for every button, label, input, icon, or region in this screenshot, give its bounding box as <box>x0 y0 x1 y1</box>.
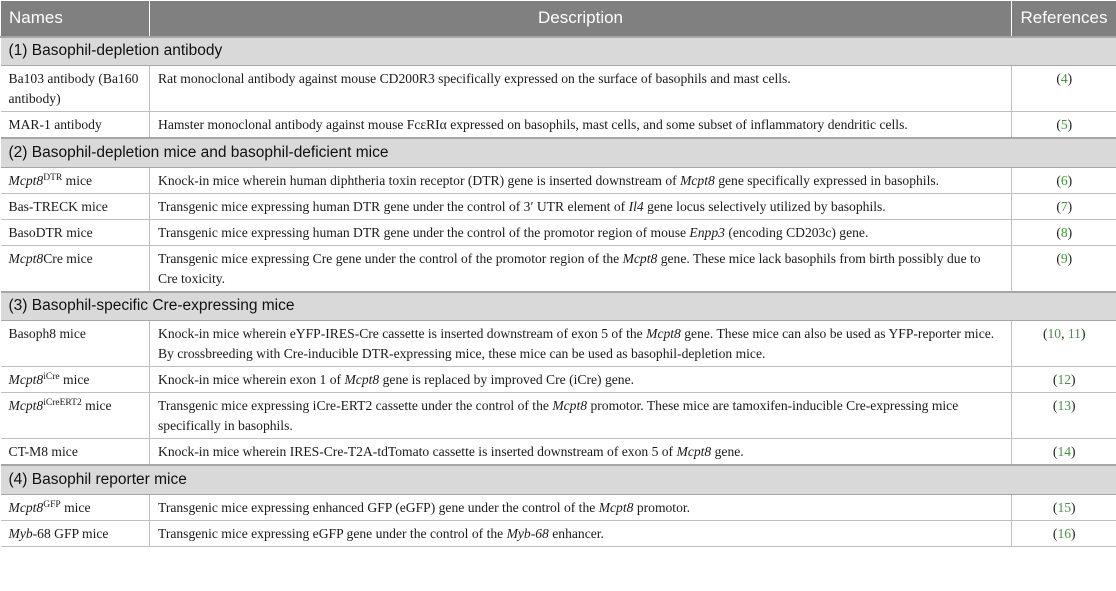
cell-name <box>1 112 150 139</box>
text-run: mice <box>60 499 91 515</box>
superscript: DTR <box>43 172 63 183</box>
text-run: mice <box>62 172 93 188</box>
text-run: CT-M8 mice <box>8 444 78 459</box>
text-run: gene is replaced by improved Cre (iCre) gene. <box>379 372 635 387</box>
italic-gene-name: Mcpt8 <box>8 372 44 387</box>
superscript: GFP <box>43 499 61 510</box>
cell-references: (13) <box>1012 393 1116 439</box>
table-row <box>1 393 1116 439</box>
italic-gene-name: Mcpt8 <box>622 250 658 266</box>
text-run: Transgenic mice expressing eGFP gene under the control of the <box>158 525 507 541</box>
table-header <box>1 1 1116 37</box>
cell-references: (7) <box>1012 193 1116 219</box>
text-run: Transgenic mice expressing Cre gene under the control of the promotor region of the <box>158 250 623 266</box>
table-row <box>1 112 1116 139</box>
table-row <box>1 494 1116 520</box>
text-run: Knock-in mice wherein exon 1 of <box>158 372 345 387</box>
table-row <box>1 193 1116 219</box>
section-title: (1) Basophil-depletion antibody <box>1 37 1116 66</box>
cell-name <box>1 367 150 393</box>
cell-references: (4) <box>1012 66 1116 112</box>
italic-gene-name: Mcpt8 <box>552 398 588 413</box>
italic-gene-name: Myb-68 <box>506 525 549 541</box>
cell-references: (9) <box>1012 245 1116 292</box>
text-run: Knock-in mice wherein IRES-Cre-T2A-tdTomato cassette is inserted downstream of exon 5 of <box>158 444 677 459</box>
reference-link[interactable]: 11 <box>1067 326 1081 341</box>
cell-references: (14) <box>1012 439 1116 466</box>
table-row <box>1 219 1116 245</box>
reference-link[interactable]: 6 <box>1060 172 1068 188</box>
cell-description <box>150 520 1012 546</box>
text-run: Basoph8 mice <box>8 326 86 341</box>
cell-references: (10, 11) <box>1012 321 1116 367</box>
cell-description <box>150 321 1012 367</box>
text-run: gene specifically expressed in basophils. <box>714 172 940 188</box>
superscript: iCre <box>43 372 60 382</box>
cell-description <box>150 245 1012 292</box>
italic-gene-name: Myb <box>8 525 33 541</box>
text-run: Rat monoclonal antibody against mouse CD200R3 specifically expressed on the surface of basophils and mast cells. <box>158 71 791 86</box>
text-run: Transgenic mice expressing iCre-ERT2 cassette under the control of the <box>158 398 553 413</box>
cell-description <box>150 219 1012 245</box>
header-references: References <box>1012 1 1116 37</box>
table-row <box>1 367 1116 393</box>
text-run: mice <box>59 372 90 387</box>
table-row <box>1 439 1116 466</box>
reference-link[interactable]: 13 <box>1057 398 1072 413</box>
cell-name <box>1 520 150 546</box>
text-run: promotor. These mice are tamoxifen-inducible Cre-expressing mice specifically in basophils. <box>158 398 959 433</box>
table-body <box>1 37 1116 547</box>
table-row <box>1 321 1116 367</box>
cell-name <box>1 321 150 367</box>
italic-gene-name: Mcpt8 <box>8 499 44 515</box>
cell-name <box>1 494 150 520</box>
section-title: (2) Basophil-depletion mice and basophil-deficient mice <box>1 138 1116 167</box>
italic-gene-name: Mcpt8 <box>344 372 380 387</box>
text-run: gene. These mice can also be used as YFP-reporter mice. By crossbreeding with Cre-inducible DTR-expressing mice, these mice can be used as basophil-depletion mice. <box>158 326 995 361</box>
italic-gene-name: Mcpt8 <box>676 444 712 459</box>
text-run: mice <box>81 398 112 413</box>
table-row <box>1 66 1116 112</box>
italic-gene-name: Mcpt8 <box>8 250 44 266</box>
table-row <box>1 245 1116 292</box>
superscript: iCreERT2 <box>43 398 82 408</box>
text-run: Cre mice <box>43 250 93 266</box>
cell-name <box>1 193 150 219</box>
section-title: (4) Basophil reporter mice <box>1 465 1116 494</box>
reference-link[interactable]: 7 <box>1060 198 1068 214</box>
cell-description <box>150 393 1012 439</box>
reference-link[interactable]: 10 <box>1047 326 1062 341</box>
text-run: (encoding CD203c) gene. <box>724 224 869 240</box>
header-description: Description <box>150 1 1012 37</box>
text-run: -68 GFP mice <box>32 525 109 541</box>
reference-link[interactable]: 8 <box>1060 224 1068 240</box>
text-run: Bas-TRECK mice <box>8 198 108 214</box>
cell-name <box>1 219 150 245</box>
reference-link[interactable]: 15 <box>1057 499 1072 515</box>
cell-description <box>150 439 1012 466</box>
header-names: Names <box>1 1 150 37</box>
text-run: Transgenic mice expressing human DTR gene under the control of 3′ UTR element of <box>158 198 629 214</box>
cell-description <box>150 112 1012 139</box>
text-run: Ba103 antibody (Ba160 antibody) <box>8 71 139 106</box>
cell-name <box>1 393 150 439</box>
cell-references: (6) <box>1012 167 1116 193</box>
text-run: gene locus selectively utilized by basophils. <box>643 198 886 214</box>
cell-name <box>1 167 150 193</box>
reference-link[interactable]: 16 <box>1057 525 1072 541</box>
table-row <box>1 520 1116 546</box>
cell-references: (5) <box>1012 112 1116 139</box>
cell-name <box>1 245 150 292</box>
text-run: Hamster monoclonal antibody against mouse FcεRIα expressed on basophils, mast cells, and some subset of inflammatory dendritic cells. <box>158 117 908 132</box>
italic-gene-name: Mcpt8 <box>8 398 44 413</box>
section-row <box>1 37 1116 66</box>
cell-references: (12) <box>1012 367 1116 393</box>
section-row <box>1 138 1116 167</box>
section-title: (3) Basophil-specific Cre-expressing mice <box>1 292 1116 321</box>
text-run: Transgenic mice expressing human DTR gene under the control of the promotor region of mouse <box>158 224 690 240</box>
text-run: BasoDTR mice <box>8 224 93 240</box>
cell-name <box>1 66 150 112</box>
section-row <box>1 292 1116 321</box>
italic-gene-name: Mcpt8 <box>598 499 634 515</box>
cell-references: (16) <box>1012 520 1116 546</box>
cell-references: (15) <box>1012 494 1116 520</box>
text-run: Transgenic mice expressing enhanced GFP (eGFP) gene under the control of the <box>158 499 599 515</box>
cell-description <box>150 494 1012 520</box>
text-run: Knock-in mice wherein human diphtheria toxin receptor (DTR) gene is inserted downstream of <box>158 172 681 188</box>
text-run: gene. <box>711 444 744 459</box>
italic-gene-name: Enpp3 <box>689 224 725 240</box>
italic-gene-name: Mcpt8 <box>8 172 44 188</box>
table-row <box>1 167 1116 193</box>
italic-gene-name: Mcpt8 <box>646 326 681 341</box>
cell-description <box>150 367 1012 393</box>
reference-link[interactable]: 5 <box>1060 117 1068 132</box>
text-run: promotor. <box>633 499 691 515</box>
cell-description <box>150 193 1012 219</box>
text-run: enhancer. <box>548 525 604 541</box>
text-run: Knock-in mice wherein eYFP-IRES-Cre cassette is inserted downstream of exon 5 of the <box>158 326 647 341</box>
cell-name <box>1 439 150 466</box>
italic-gene-name: Mcpt8 <box>680 172 715 188</box>
cell-description <box>150 66 1012 112</box>
reference-link[interactable]: 12 <box>1057 372 1072 387</box>
reference-link[interactable]: 9 <box>1060 250 1068 266</box>
section-row <box>1 465 1116 494</box>
cell-description <box>150 167 1012 193</box>
text-run: gene. These mice lack basophils from birth possibly due to Cre toxicity. <box>158 250 981 286</box>
italic-gene-name: Il4 <box>628 198 644 214</box>
text-run: MAR-1 antibody <box>8 117 102 132</box>
reference-link[interactable]: 14 <box>1057 444 1072 459</box>
reference-link[interactable]: 4 <box>1060 71 1068 86</box>
cell-references: (8) <box>1012 219 1116 245</box>
